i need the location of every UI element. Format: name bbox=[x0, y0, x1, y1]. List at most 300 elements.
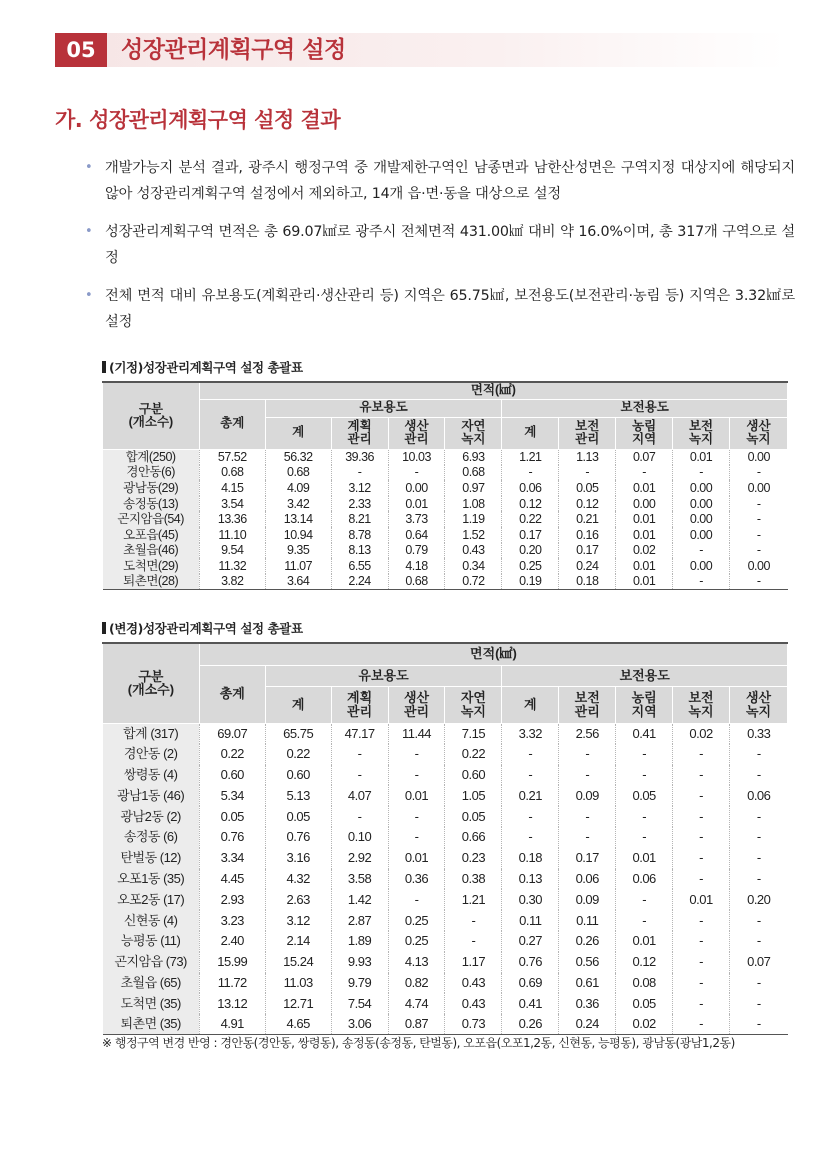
table-cell: 0.01 bbox=[673, 449, 730, 465]
row-label: 송정동(13) bbox=[103, 496, 200, 512]
table-cell: 0.00 bbox=[730, 480, 788, 496]
table-cell: - bbox=[673, 465, 730, 481]
table-row bbox=[103, 543, 788, 559]
table-cell: 0.25 bbox=[388, 931, 445, 952]
table-cell: 57.52 bbox=[199, 449, 265, 465]
table-cell: 1.13 bbox=[559, 449, 616, 465]
table-cell: - bbox=[502, 827, 559, 848]
table-cell: 0.79 bbox=[388, 543, 445, 559]
table-cell: 3.16 bbox=[265, 848, 331, 869]
table-cell: 0.97 bbox=[445, 480, 502, 496]
table-cell: - bbox=[331, 744, 388, 765]
table-cell: - bbox=[673, 785, 730, 806]
table-cell: 1.52 bbox=[445, 527, 502, 543]
table-cell: 0.01 bbox=[616, 558, 673, 574]
table2-caption-text: (변경)성장관리계획구역 설정 총괄표 bbox=[109, 621, 303, 636]
table-cell: - bbox=[673, 931, 730, 952]
table-cell: - bbox=[616, 889, 673, 910]
bullet-dot-icon: • bbox=[85, 288, 93, 303]
table-cell: 0.43 bbox=[445, 993, 502, 1014]
table-cell: 0.12 bbox=[559, 496, 616, 512]
table-row bbox=[103, 785, 788, 806]
table-cell: 0.00 bbox=[673, 527, 730, 543]
table1-header-preserved: 보전용도 bbox=[502, 399, 788, 417]
bullet-dot-icon: • bbox=[85, 160, 93, 175]
table-cell: - bbox=[616, 827, 673, 848]
table-cell: 0.09 bbox=[559, 889, 616, 910]
table-cell: - bbox=[673, 827, 730, 848]
table-cell: 2.93 bbox=[199, 889, 265, 910]
table-cell: - bbox=[730, 869, 788, 890]
table2-caption bbox=[102, 619, 303, 637]
table-cell: - bbox=[559, 806, 616, 827]
table-cell: 11.32 bbox=[199, 558, 265, 574]
row-label: 신현동 (4) bbox=[103, 910, 200, 931]
row-label: 오포1동 (35) bbox=[103, 869, 200, 890]
table-cell: 11.10 bbox=[199, 527, 265, 543]
table-cell: 0.01 bbox=[616, 527, 673, 543]
row-label: 퇴촌면 (35) bbox=[103, 1014, 200, 1035]
table-cell: - bbox=[730, 496, 788, 512]
table-cell: 0.36 bbox=[388, 869, 445, 890]
bullet-item bbox=[83, 155, 795, 207]
table-row bbox=[103, 723, 788, 744]
table-cell: 1.42 bbox=[331, 889, 388, 910]
table-row bbox=[103, 931, 788, 952]
table-cell: 3.32 bbox=[502, 723, 559, 744]
row-label: 도척면(29) bbox=[103, 558, 200, 574]
table-cell: 0.87 bbox=[388, 1014, 445, 1035]
table1-subheader: 자연 녹지 bbox=[445, 417, 502, 449]
table-cell: 0.01 bbox=[673, 889, 730, 910]
table1-header-area: 면적(㎢) bbox=[199, 382, 787, 399]
table-cell: 0.26 bbox=[559, 931, 616, 952]
table-cell: - bbox=[730, 744, 788, 765]
table-cell: 0.09 bbox=[559, 785, 616, 806]
table-cell: 0.00 bbox=[673, 480, 730, 496]
table2-subheader: 계 bbox=[265, 686, 331, 723]
table-row bbox=[103, 869, 788, 890]
table-cell: 0.33 bbox=[730, 723, 788, 744]
table-row bbox=[103, 952, 788, 973]
table-cell: 1.89 bbox=[331, 931, 388, 952]
caption-marker-icon bbox=[102, 361, 106, 373]
table-cell: 0.69 bbox=[502, 973, 559, 994]
table-cell: - bbox=[730, 511, 788, 527]
table-cell: - bbox=[730, 993, 788, 1014]
table-cell: 5.34 bbox=[199, 785, 265, 806]
table-cell: 0.18 bbox=[502, 848, 559, 869]
row-label: 능평동 (11) bbox=[103, 931, 200, 952]
table-cell: 0.11 bbox=[559, 910, 616, 931]
table-cell: 0.43 bbox=[445, 973, 502, 994]
table-cell: - bbox=[445, 910, 502, 931]
table-cell: 0.01 bbox=[388, 785, 445, 806]
table-cell: 0.82 bbox=[388, 973, 445, 994]
table-cell: 4.32 bbox=[265, 869, 331, 890]
table-cell: 0.01 bbox=[616, 511, 673, 527]
table-cell: 3.12 bbox=[265, 910, 331, 931]
row-label: 쌍령동 (4) bbox=[103, 765, 200, 786]
table-cell: 2.56 bbox=[559, 723, 616, 744]
table-cell: 0.01 bbox=[616, 848, 673, 869]
table-cell: 2.63 bbox=[265, 889, 331, 910]
table-cell: 11.07 bbox=[265, 558, 331, 574]
table-cell: 0.60 bbox=[445, 765, 502, 786]
table-row bbox=[103, 574, 788, 590]
bullet-dot-icon: • bbox=[85, 224, 93, 239]
table1-subheader: 보전 녹지 bbox=[673, 417, 730, 449]
table-cell: 3.12 bbox=[331, 480, 388, 496]
row-label: 송정동 (6) bbox=[103, 827, 200, 848]
table-cell: 0.73 bbox=[445, 1014, 502, 1035]
table-cell: - bbox=[730, 465, 788, 481]
table-cell: 4.18 bbox=[388, 558, 445, 574]
row-label: 오포2동 (17) bbox=[103, 889, 200, 910]
table1-caption bbox=[102, 358, 303, 376]
table-cell: 0.76 bbox=[502, 952, 559, 973]
table-cell: 0.76 bbox=[199, 827, 265, 848]
table-cell: 0.02 bbox=[616, 1014, 673, 1035]
table-cell: 4.15 bbox=[199, 480, 265, 496]
table-cell: 0.01 bbox=[616, 480, 673, 496]
table-cell: - bbox=[673, 910, 730, 931]
table-cell: - bbox=[730, 931, 788, 952]
table-cell: 2.33 bbox=[331, 496, 388, 512]
table1-subheader: 생산 관리 bbox=[388, 417, 445, 449]
table-row bbox=[103, 480, 788, 496]
table-cell: 0.01 bbox=[388, 496, 445, 512]
bullet-item bbox=[83, 283, 795, 335]
table-cell: - bbox=[616, 910, 673, 931]
table-row bbox=[103, 465, 788, 481]
row-label: 합계 (317) bbox=[103, 723, 200, 744]
table-cell: - bbox=[388, 806, 445, 827]
table-cell: - bbox=[388, 827, 445, 848]
table-cell: 0.05 bbox=[265, 806, 331, 827]
table-row bbox=[103, 558, 788, 574]
table-cell: 3.34 bbox=[199, 848, 265, 869]
table-cell: - bbox=[730, 765, 788, 786]
table2-body bbox=[103, 723, 788, 1035]
table-cell: - bbox=[730, 543, 788, 559]
table-cell: - bbox=[673, 744, 730, 765]
table-cell: - bbox=[388, 744, 445, 765]
table2-subheader: 생산 관리 bbox=[388, 686, 445, 723]
row-label: 광남동(29) bbox=[103, 480, 200, 496]
table-cell: 0.76 bbox=[265, 827, 331, 848]
table-cell: 13.12 bbox=[199, 993, 265, 1014]
table-cell: 3.23 bbox=[199, 910, 265, 931]
table2-header-preserved: 보전용도 bbox=[502, 665, 788, 686]
table-cell: 1.19 bbox=[445, 511, 502, 527]
row-label: 광남2동 (2) bbox=[103, 806, 200, 827]
table1-header-group: 구분 (개소수) bbox=[103, 382, 200, 449]
table-cell: 0.00 bbox=[730, 449, 788, 465]
table-cell: 1.21 bbox=[502, 449, 559, 465]
table-cell: 0.68 bbox=[445, 465, 502, 481]
bullet-text: 전체 면적 대비 유보용도(계획관리·생산관리 등) 지역은 65.75㎢, 보전용도(보전관리·농림 등) 지역은 3.32㎢로 설정 bbox=[105, 288, 795, 330]
table-cell: 0.26 bbox=[502, 1014, 559, 1035]
table-cell: 0.02 bbox=[673, 723, 730, 744]
table-cell: 1.17 bbox=[445, 952, 502, 973]
row-label: 합계(250) bbox=[103, 449, 200, 465]
table-cell: 13.14 bbox=[265, 511, 331, 527]
table-cell: 10.03 bbox=[388, 449, 445, 465]
row-label: 탄벌동 (12) bbox=[103, 848, 200, 869]
table-cell: 0.01 bbox=[616, 574, 673, 590]
table-cell: 0.17 bbox=[559, 543, 616, 559]
table1-body bbox=[103, 449, 788, 589]
table-cell: 39.36 bbox=[331, 449, 388, 465]
row-label: 경안동(6) bbox=[103, 465, 200, 481]
table-cell: 0.05 bbox=[559, 480, 616, 496]
bullet-text: 개발가능지 분석 결과, 광주시 행정구역 중 개발제한구역인 남종면과 남한산성면은 구역지정 대상지에 해당되지 않아 성장관리계획구역 설정에서 제외하고, 14개 읍·면·동을 대상으로 설정 bbox=[105, 160, 795, 202]
row-label: 곤지암읍(54) bbox=[103, 511, 200, 527]
table-cell: 4.07 bbox=[331, 785, 388, 806]
row-label: 도척면 (35) bbox=[103, 993, 200, 1014]
section-title: 가. 성장관리계획구역 설정 결과 bbox=[55, 108, 341, 132]
table-cell: 0.22 bbox=[199, 744, 265, 765]
table-cell: 0.66 bbox=[445, 827, 502, 848]
table-cell: 4.13 bbox=[388, 952, 445, 973]
table2-summary bbox=[102, 642, 788, 1035]
table-cell: 0.05 bbox=[616, 993, 673, 1014]
table1-subheader: 계획 관리 bbox=[331, 417, 388, 449]
table-cell: - bbox=[331, 465, 388, 481]
table-cell: - bbox=[502, 744, 559, 765]
table2-header-reserved: 유보용도 bbox=[265, 665, 502, 686]
table-cell: - bbox=[730, 806, 788, 827]
chapter-title: 성장관리계획구역 설정 bbox=[121, 37, 346, 63]
row-label: 오포읍(45) bbox=[103, 527, 200, 543]
table-cell: 6.93 bbox=[445, 449, 502, 465]
table-cell: 2.24 bbox=[331, 574, 388, 590]
table-cell: 0.17 bbox=[502, 527, 559, 543]
table-cell: 0.22 bbox=[445, 744, 502, 765]
table-cell: 0.06 bbox=[616, 869, 673, 890]
table-cell: 3.82 bbox=[199, 574, 265, 590]
table2-header-area: 면적(㎢) bbox=[199, 643, 787, 665]
chapter-header bbox=[55, 33, 785, 67]
bullet-text: 성장관리계획구역 면적은 총 69.07㎢로 광주시 전체면적 431.00㎢ 대비 약 16.0%이며, 총 317개 구역으로 설정 bbox=[105, 224, 795, 266]
table-cell: 0.06 bbox=[559, 869, 616, 890]
table-row bbox=[103, 973, 788, 994]
table-cell: 12.71 bbox=[265, 993, 331, 1014]
table-cell: 0.00 bbox=[730, 558, 788, 574]
bullet-list bbox=[83, 155, 795, 347]
table-cell: 0.06 bbox=[730, 785, 788, 806]
table-cell: 0.22 bbox=[265, 744, 331, 765]
table-cell: 0.60 bbox=[265, 765, 331, 786]
table-cell: 0.05 bbox=[616, 785, 673, 806]
table-cell: 0.21 bbox=[559, 511, 616, 527]
table-cell: - bbox=[331, 806, 388, 827]
table-cell: - bbox=[559, 744, 616, 765]
table-cell: 0.68 bbox=[199, 465, 265, 481]
table-cell: 0.00 bbox=[673, 496, 730, 512]
table-row bbox=[103, 806, 788, 827]
row-label: 초월읍(46) bbox=[103, 543, 200, 559]
table-cell: 0.34 bbox=[445, 558, 502, 574]
table-cell: 7.54 bbox=[331, 993, 388, 1014]
table-cell: 0.64 bbox=[388, 527, 445, 543]
table-cell: 56.32 bbox=[265, 449, 331, 465]
table-cell: 9.35 bbox=[265, 543, 331, 559]
table-cell: 0.00 bbox=[388, 480, 445, 496]
table2-subheader: 보전 녹지 bbox=[673, 686, 730, 723]
table-cell: - bbox=[673, 952, 730, 973]
table-cell: - bbox=[559, 765, 616, 786]
table-cell: 8.78 bbox=[331, 527, 388, 543]
table-cell: 3.54 bbox=[199, 496, 265, 512]
table-cell: 0.00 bbox=[673, 558, 730, 574]
table-cell: - bbox=[730, 910, 788, 931]
table-cell: - bbox=[730, 1014, 788, 1035]
table-row bbox=[103, 511, 788, 527]
table-cell: 0.61 bbox=[559, 973, 616, 994]
table-cell: - bbox=[673, 848, 730, 869]
table1-header-reserved: 유보용도 bbox=[265, 399, 502, 417]
table1-subheader: 계 bbox=[502, 417, 559, 449]
table-cell: 0.41 bbox=[616, 723, 673, 744]
table-cell: 7.15 bbox=[445, 723, 502, 744]
table1-caption-text: (기정)성장관리계획구역 설정 총괄표 bbox=[109, 360, 303, 375]
table-row bbox=[103, 848, 788, 869]
table-cell: 0.11 bbox=[502, 910, 559, 931]
table2-subheader: 생산 녹지 bbox=[730, 686, 788, 723]
table-cell: - bbox=[616, 465, 673, 481]
table-cell: 9.54 bbox=[199, 543, 265, 559]
table-cell: 0.60 bbox=[199, 765, 265, 786]
table-cell: 0.01 bbox=[616, 931, 673, 952]
table-cell: - bbox=[673, 993, 730, 1014]
table-cell: - bbox=[445, 931, 502, 952]
table-cell: 10.94 bbox=[265, 527, 331, 543]
table-row bbox=[103, 910, 788, 931]
table-cell: - bbox=[559, 465, 616, 481]
table-cell: 0.05 bbox=[199, 806, 265, 827]
table-cell: 0.24 bbox=[559, 558, 616, 574]
row-label: 초월읍 (65) bbox=[103, 973, 200, 994]
table-cell: - bbox=[730, 848, 788, 869]
table-cell: 1.05 bbox=[445, 785, 502, 806]
table-cell: 0.01 bbox=[388, 848, 445, 869]
table-cell: - bbox=[673, 574, 730, 590]
table-cell: 9.93 bbox=[331, 952, 388, 973]
table-cell: 0.20 bbox=[502, 543, 559, 559]
table-cell: 0.07 bbox=[730, 952, 788, 973]
table-cell: - bbox=[673, 806, 730, 827]
table-cell: 0.08 bbox=[616, 973, 673, 994]
table-cell: 0.18 bbox=[559, 574, 616, 590]
caption-marker-icon bbox=[102, 622, 106, 634]
table-cell: 0.07 bbox=[616, 449, 673, 465]
table-cell: - bbox=[673, 973, 730, 994]
table-row bbox=[103, 827, 788, 848]
table1-subheader: 계 bbox=[265, 417, 331, 449]
table-cell: 0.38 bbox=[445, 869, 502, 890]
table-cell: 0.21 bbox=[502, 785, 559, 806]
table-cell: 2.87 bbox=[331, 910, 388, 931]
table-cell: 0.27 bbox=[502, 931, 559, 952]
table-cell: - bbox=[616, 765, 673, 786]
table-cell: 1.21 bbox=[445, 889, 502, 910]
table-cell: 5.13 bbox=[265, 785, 331, 806]
table-cell: - bbox=[502, 465, 559, 481]
table-row bbox=[103, 765, 788, 786]
table-cell: 0.06 bbox=[502, 480, 559, 496]
table1-subheader: 농림 지역 bbox=[616, 417, 673, 449]
table2-subheader: 보전 관리 bbox=[559, 686, 616, 723]
table2-subheader: 계획 관리 bbox=[331, 686, 388, 723]
table-cell: 11.03 bbox=[265, 973, 331, 994]
table-cell: - bbox=[502, 806, 559, 827]
table-row bbox=[103, 449, 788, 465]
table2-subheader: 농림 지역 bbox=[616, 686, 673, 723]
table-cell: 0.72 bbox=[445, 574, 502, 590]
table-cell: 0.30 bbox=[502, 889, 559, 910]
table-cell: - bbox=[673, 1014, 730, 1035]
table-cell: 69.07 bbox=[199, 723, 265, 744]
table-cell: 0.10 bbox=[331, 827, 388, 848]
table-cell: 0.13 bbox=[502, 869, 559, 890]
table-cell: 0.36 bbox=[559, 993, 616, 1014]
table-cell: 0.68 bbox=[265, 465, 331, 481]
table-cell: - bbox=[502, 765, 559, 786]
table-cell: - bbox=[559, 827, 616, 848]
table-cell: - bbox=[388, 465, 445, 481]
chapter-number: 05 bbox=[55, 33, 107, 67]
table2-header-total: 총계 bbox=[199, 665, 265, 723]
table-cell: 3.42 bbox=[265, 496, 331, 512]
table-cell: 13.36 bbox=[199, 511, 265, 527]
table-cell: - bbox=[616, 744, 673, 765]
table-cell: 3.06 bbox=[331, 1014, 388, 1035]
table-cell: - bbox=[388, 889, 445, 910]
table-cell: 0.25 bbox=[502, 558, 559, 574]
table-cell: 0.00 bbox=[616, 496, 673, 512]
table-cell: 4.45 bbox=[199, 869, 265, 890]
table-cell: 0.00 bbox=[673, 511, 730, 527]
table-row bbox=[103, 993, 788, 1014]
table-cell: 0.25 bbox=[388, 910, 445, 931]
table-cell: 0.16 bbox=[559, 527, 616, 543]
row-label: 광남1동 (46) bbox=[103, 785, 200, 806]
table-cell: - bbox=[331, 765, 388, 786]
table-cell: 4.91 bbox=[199, 1014, 265, 1035]
table1-header-total: 총계 bbox=[199, 399, 265, 449]
table-cell: 0.12 bbox=[502, 496, 559, 512]
table-cell: 0.20 bbox=[730, 889, 788, 910]
table-cell: 11.44 bbox=[388, 723, 445, 744]
table-cell: 0.02 bbox=[616, 543, 673, 559]
row-label: 퇴촌면(28) bbox=[103, 574, 200, 590]
table-cell: 65.75 bbox=[265, 723, 331, 744]
table-row bbox=[103, 744, 788, 765]
table-cell: 47.17 bbox=[331, 723, 388, 744]
table-cell: 0.68 bbox=[388, 574, 445, 590]
table-row bbox=[103, 527, 788, 543]
table-row bbox=[103, 1014, 788, 1035]
table-cell: 4.74 bbox=[388, 993, 445, 1014]
footnote: ※ 행정구역 변경 반영 : 경안동(경안동, 쌍령동), 송정동(송정동, 탄벌동), 오포읍(오포1,2동, 신현동, 능평동), 광남동(광남1,2동) bbox=[102, 1036, 735, 1050]
table-cell: 3.58 bbox=[331, 869, 388, 890]
table2-subheader: 계 bbox=[502, 686, 559, 723]
table-cell: - bbox=[673, 869, 730, 890]
table1-summary bbox=[102, 381, 788, 590]
table1-subheader: 생산 녹지 bbox=[730, 417, 788, 449]
